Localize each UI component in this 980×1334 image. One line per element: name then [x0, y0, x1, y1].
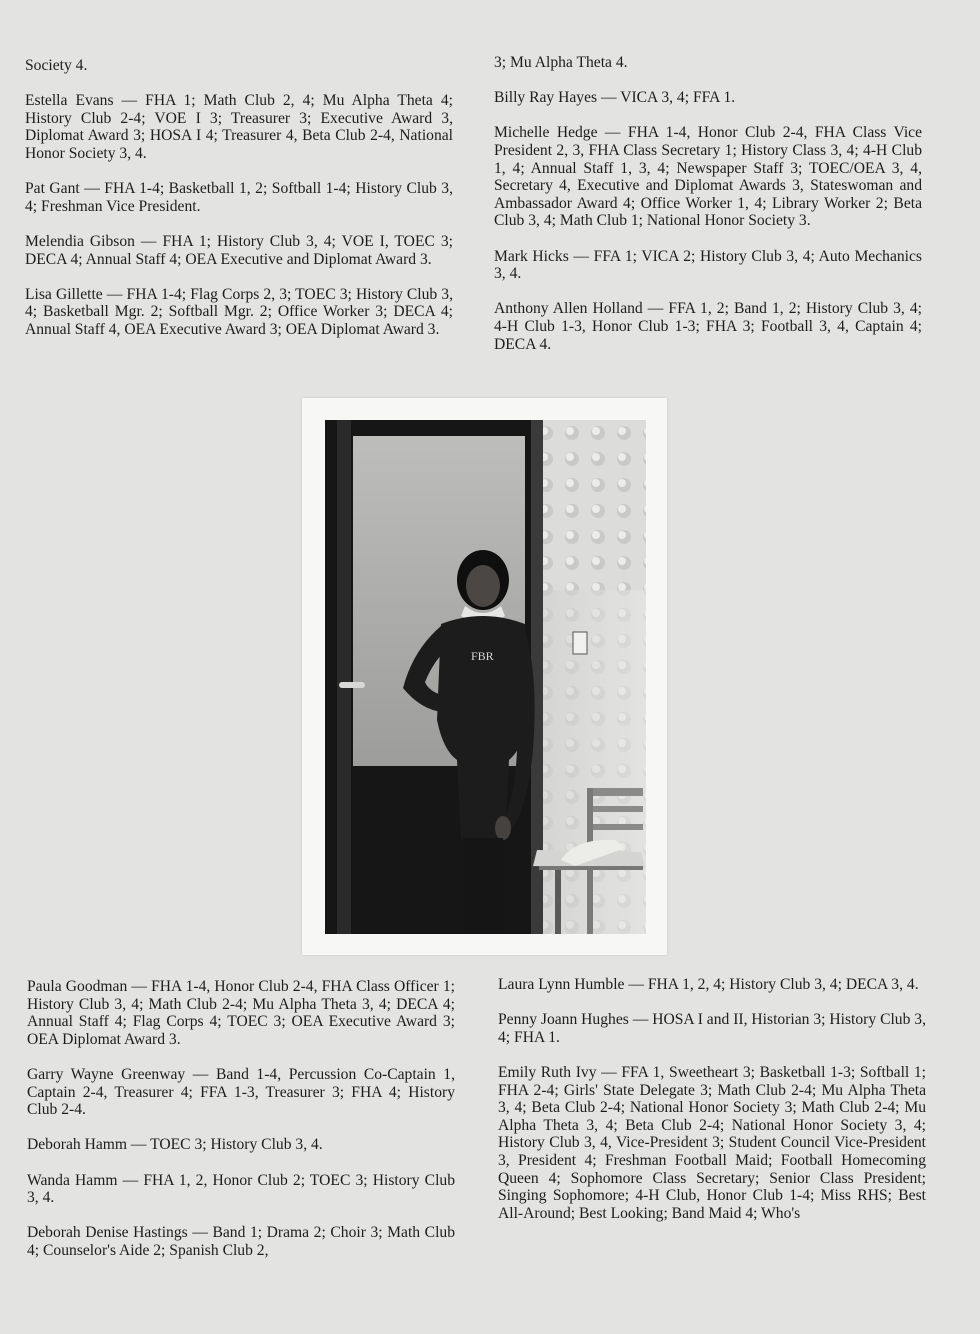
entry-paragraph: Melendia Gibson — FHA 1; History Club 3, 4; VOE I, TOEC 3; DECA 4; Annual Staff 4; OEA Executive and Diplomat Award 3. — [25, 232, 453, 268]
photo-illustration — [325, 420, 646, 934]
light-switch — [573, 632, 587, 654]
sweater-monogram: FBR — [471, 649, 494, 663]
column-top-right — [494, 54, 922, 371]
entry-paragraph: Emily Ruth Ivy — FFA 1, Sweetheart 3; Basketball 1-3; Softball 1; FHA 2-4; Girls' State Delegate 3; Math Club 2-4; Mu Alpha Theta 3, 4; Beta Club 2-4; National Honor Society 3; Math Club 2-4; Mu Alpha Theta 3, 4; Beta Club 2-4; National Honor Society 3, 4; History Club 3, 4, Vice-President 3; Student Council Vice-President 3, President 4; Freshman Football Maid; Football Homecoming Queen 4; Sophomore Class Secretary; Senior Class President; Singing Sophomore; 4-H Club, Honor Club 1-4; Miss RHS; Best All-Around; Best Looking; Band Maid 4; Who's — [498, 1063, 926, 1222]
entry-paragraph: Deborah Denise Hastings — Band 1; Drama 2; Choir 3; Math Club 4; Counselor's Aide 2; Spanish Club 2, — [27, 1224, 455, 1259]
entry-paragraph: Estella Evans — FHA 1; Math Club 2, 4; Mu Alpha Theta 4; History Club 2-4; VOE I 3; Treasurer 3; Executive Award 3, Diplomat Award 3; HOSA I 4; Treasurer 4, Beta Club 2-4, National Honor Society 3, 4. — [25, 92, 453, 162]
entry-paragraph: Deborah Hamm — TOEC 3; History Club 3, 4. — [27, 1136, 323, 1154]
entry-paragraph: Billy Ray Hayes — VICA 3, 4; FFA 1. — [494, 89, 736, 107]
person-face — [466, 565, 500, 607]
entry-paragraph: Anthony Allen Holland — FFA 1, 2; Band 1, 2; History Club 3, 4; 4-H Club 1-3, Honor Club 1-3; FHA 3; Football 3, 4, Captain 4; DECA 4. — [494, 300, 922, 353]
door-handle — [339, 682, 365, 688]
column-bottom-left — [27, 978, 455, 1277]
entry-paragraph: Garry Wayne Greenway — Band 1-4, Percussion Co-Captain 1, Captain 2-4, Treasurer 4; FFA 1-3, Treasurer 3; FHA 4; History Club 2-4. — [27, 1065, 455, 1119]
entry-paragraph: Mark Hicks — FFA 1; VICA 2; History Club 3, 4; Auto Mechanics 3, 4. — [494, 247, 922, 283]
student-photo — [325, 420, 646, 934]
column-bottom-right — [498, 976, 926, 1240]
entry-paragraph: Michelle Hedge — FHA 1-4, Honor Club 2-4, FHA Class Vice President 2, 3, FHA Class Secretary 1; History Class 3, 4; 4-H Club 1, 4; Annual Staff 1, 3, 4; Newspaper Staff 3; TOEC/OEA 3, 4, Secretary 4, Executive and Diplomat Awards 3, Stateswoman and Ambassador Award 4; Office Worker 1, 4; Library Worker 2; Beta Club 3, 4; Math Club 1; National Honor Society 3. — [494, 124, 922, 230]
column-top-left — [25, 57, 453, 356]
entry-paragraph: Lisa Gillette — FHA 1-4; Flag Corps 2, 3; TOEC 3; History Club 3, 4; Basketball Mgr. 2; Softball Mgr. 2; Office Worker 3; DECA 4; Annual Staff 4, OEA Executive Award 3; OEA Diplomat Award 3. — [25, 285, 453, 338]
entry-paragraph: Penny Joann Hughes — HOSA I and II, Historian 3; History Club 3, 4; FHA 1. — [498, 1011, 926, 1046]
entry-paragraph: Wanda Hamm — FHA 1, 2, Honor Club 2; TOEC 3; History Club 3, 4. — [27, 1171, 455, 1207]
entry-paragraph: Pat Gant — FHA 1-4; Basketball 1, 2; Softball 1-4; History Club 3, 4; Freshman Vice President. — [25, 180, 453, 215]
photo-frame — [302, 398, 667, 955]
entry-paragraph: Society 4. — [25, 57, 88, 74]
entry-paragraph: Laura Lynn Humble — FHA 1, 2, 4; History Club 3, 4; DECA 3, 4. — [498, 976, 919, 993]
chair — [587, 788, 643, 796]
entry-paragraph: 3; Mu Alpha Theta 4. — [494, 54, 628, 71]
entry-paragraph: Paula Goodman — FHA 1-4, Honor Club 2-4, FHA Class Officer 1; History Club 3, 4; Math Club 2-4; Mu Alpha Theta 3, 4; DECA 4; Annual Staff 4; Flag Corps 4; TOEC 3; OEA Executive Award 3; OEA Diplomat Award 3. — [27, 978, 455, 1048]
